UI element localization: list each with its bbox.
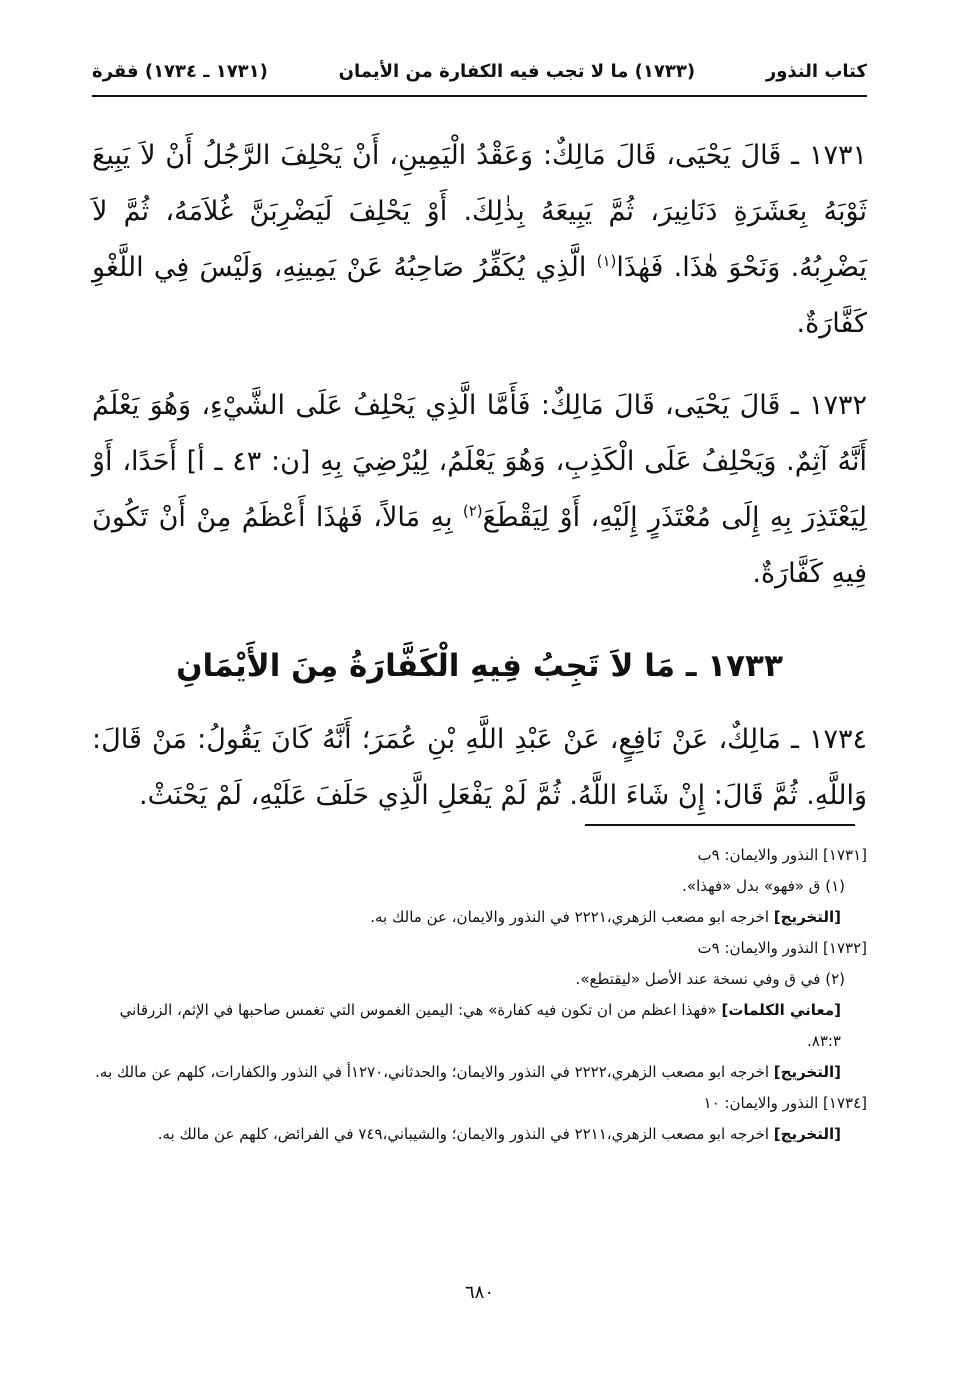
maani-1732-text: «فهذا اعظم من ان تكون فيه كفارة» هي: اليمين الغموس التي تغمس صاحبها في الإثم، الزرقاني ٨٣:٣. <box>119 1001 841 1050</box>
takhrij-1732-text: اخرجه ابو مصعب الزهري،٢٢٢٢ في النذور والايمان؛ والحدثاني،١٢٧٠أ في النذور والكفارات، كلهم عن مالك به. <box>95 1063 774 1081</box>
takhrij-1731-tag: [التخريج] <box>773 908 841 926</box>
footnote-rule <box>585 824 855 826</box>
footnote-marker-1: (١) <box>596 252 617 270</box>
paragraph-1734: ١٧٣٤ ـ مَالِكٌ، عَنْ نَافِعٍ، عَنْ عَبْدِ اللَّهِ بْنِ عُمَرَ؛ أَنَّهُ كَانَ يَقُولُ: مَنْ قَالَ: وَاللَّهِ. ثُمَّ قَالَ: إِنْ شَاءَ اللَّهُ. ثُمَّ لَمْ يَفْعَلِ الَّذِي حَلَفَ عَلَيْهِ، لَمْ يَحْنَثْ. <box>92 724 867 811</box>
footnotes <box>92 840 867 1150</box>
paragraph-1732 <box>92 378 867 602</box>
header-chapter-title: (١٧٣٣) ما لا تجب فيه الكفارة من الأيمان <box>338 60 696 82</box>
paragraph-1732-text-b: بِهِ مَالاً، فَهٰذَا أَعْظَمُ مِنْ أَنْ تَكُونَ فِيهِ كَفَّارَةٌ. <box>92 502 867 589</box>
footnote-ref-1732: [١٧٣٢] النذور والايمان: ٩ت <box>697 939 867 957</box>
takhrij-1732 <box>92 1057 867 1088</box>
page-number: ٦٨٠ <box>464 1282 494 1303</box>
paragraph-1731 <box>92 128 867 352</box>
maani-1732 <box>92 995 867 1057</box>
footnote-2: (٢) في ق وفي نسخة عند الأصل «ليقتطع». <box>575 970 845 988</box>
takhrij-1734-tag: [التخريج] <box>773 1125 841 1143</box>
takhrij-1731 <box>92 902 867 933</box>
running-header <box>92 56 867 86</box>
main-text <box>92 128 867 824</box>
footnote-1: (١) ق «فهو» بدل «فهذا». <box>682 877 845 895</box>
paragraph-1732-text-a: ١٧٣٢ ـ قَالَ يَحْيَى، قَالَ مَالِكٌ: فَأَمَّا الَّذِي يَحْلِفُ عَلَى الشَّيْءِ، وَهُوَ يَعْلَمُ أَنَّهُ آثِمٌ. وَيَحْلِفُ عَلَى الْكَذِبِ، وَهُوَ يَعْلَمُ، لِيُرْضِيَ بِهِ [ن: ٤٣ ـ أ] أَحَدًا، أَوْ لِيَعْتَذِرَ بِهِ إِلَى مُعْتَذَرٍ إِلَيْهِ، أَوْ لِيَقْطَعَ <box>92 390 867 533</box>
header-paragraph-range: (١٧٣١ ـ ١٧٣٤) فقرة <box>92 60 268 82</box>
header-book-title: كتاب النذور <box>765 60 867 82</box>
header-rule <box>92 95 867 97</box>
takhrij-1732-tag: [التخريج] <box>773 1063 841 1081</box>
footnote-ref-1734: [١٧٣٤] النذور والايمان: ١٠ <box>703 1094 867 1112</box>
paragraph-1731-text-a: ١٧٣١ ـ قَالَ يَحْيَى، قَالَ مَالِكٌ: وَعَقْدُ الْيَمِينِ، أَنْ يَحْلِفَ الرَّجُلُ أَنْ لاَ يَبِيعَ ثَوْبَهُ بِعَشَرَةِ دَنَانِيرَ، ثُمَّ يَبِيعَهُ بِذٰلِكَ. أَوْ يَحْلِفَ لَيَضْرِبَنَّ غُلاَمَهُ، ثُمَّ لاَ يَضْرِبُهُ. وَنَحْوَ هٰذَا. فَهٰذَا <box>92 140 867 283</box>
takhrij-1731-text: اخرجه ابو مصعب الزهري،٢٢٢١ في النذور والايمان، عن مالك به. <box>370 908 774 926</box>
footnote-marker-2: (٢) <box>462 502 483 520</box>
maani-1732-tag: [معاني الكلمات] <box>721 1001 841 1019</box>
paragraph-1731-text-b: الَّذِي يُكَفِّرُ صَاحِبُهُ عَنْ يَمِينِهِ، وَلَيْسَ فِي اللَّغْوِ كَفَّارَةٌ. <box>92 252 867 339</box>
takhrij-1734-text: اخرجه ابو مصعب الزهري،٢٢١١ في النذور والايمان؛ والشيباني،٧٤٩ في الفرائض، كلهم عن مالك به. <box>157 1125 774 1143</box>
takhrij-1734 <box>92 1119 867 1150</box>
section-heading-1733: ١٧٣٣ ـ مَا لاَ تَجِبُ فِيهِ الْكَفَّارَةُ مِنَ الأَيْمَانِ <box>176 648 783 684</box>
footnote-ref-1731: [١٧٣١] النذور والايمان: ٩ب <box>697 846 867 864</box>
